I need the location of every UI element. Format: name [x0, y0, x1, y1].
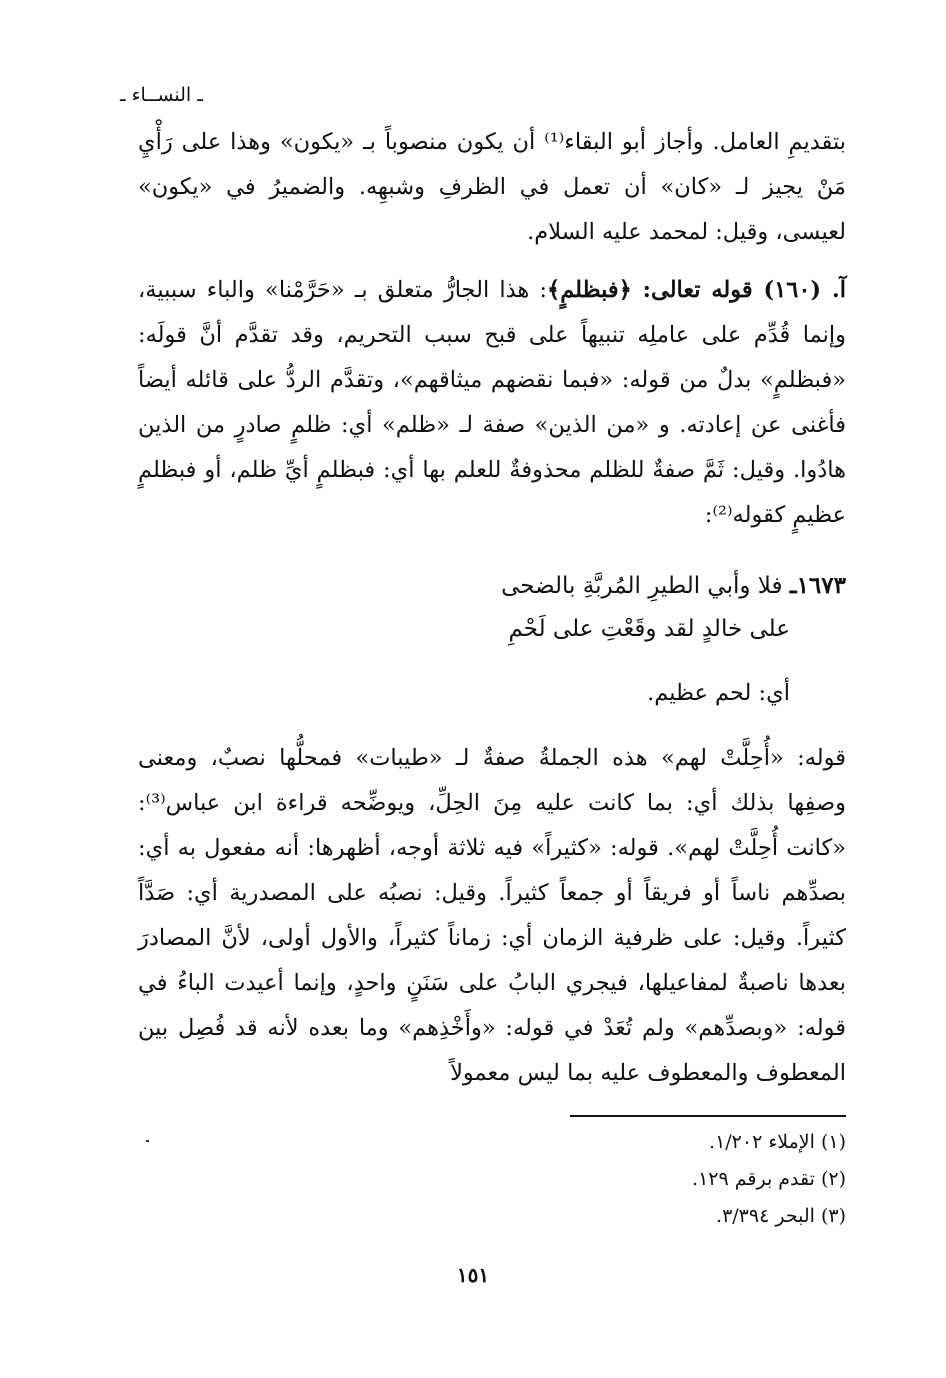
- verse-reference: آ. (١٦٠) قوله تعالى: ﴿فبظلمٍ﴾: [547, 277, 846, 303]
- running-header: ـ النســاء ـ: [120, 84, 203, 106]
- paragraph-2-text: : هذا الجارُّ متعلق بـ «حَرَّمْنا» والباء سببية، وإنما قُدِّم على عاملِه تنبيهاً على قبح سبب التحريم، وقد تقدَّم أنَّ قولَه: «فبظلمٍ» بدلٌ من قوله: «فبما نقضهم ميثاقهم»، وتقدَّم الردُّ على قائله أيضاً فأغنى عن إعادته. و «من الذين» صفة لـ «ظلم» أي: ظلمٍ صادرٍ من الذين هادُوا. وقيل: ثَمَّ صفةٌ للظلم محذوفةٌ للعلم بها أي: فبظلمٍ أيِّ ظلم، أو فبظلمٍ عظيمٍ كقوله⁽²⁾:: [138, 277, 846, 528]
- page-number: ١٥١: [456, 1263, 490, 1287]
- footnote-2: (٢) تقدم برقم ١٢٩.: [692, 1168, 846, 1190]
- footnotes: [500, 1124, 846, 1235]
- verse-number: ١٦٧٣ـ: [789, 572, 846, 599]
- paragraph-1: بتقديمِ العامل. وأجاز أبو البقاء⁽¹⁾ أن يكون منصوباً بـ «يكون» وهذا على رَأْيِ مَنْ يجيز لـ «كان» أن تعمل في الظرفِ وشبهِه. والضميرُ في «يكون» لعيسى، وقيل: لمحمد عليه السلام.: [138, 129, 846, 245]
- footnote-separator: [570, 1115, 846, 1117]
- paragraph-3: قوله: «أُحِلَّتْ لهم» هذه الجملةُ صفةٌ لـ «طيبات» فمحلُّها نصبٌ، ومعنى وصفِها بذلك أي: بما كانت عليه مِنَ الحِلِّ، ويوضِّحه قراءة ابن عباس⁽³⁾: «كانت أُحِلَّتْ لهم». قوله: «كثيراً» فيه ثلاثة أوجه، أظهرها: أنه مفعول به أي: بصدِّهم ناساً أو فريقاً أو جمعاً كثيراً. وقيل: نصبُه على المصدرية أي: صَدَّاً كثيراً. وقيل: على ظرفية الزمان أي: زماناً كثيراً، والأول أولى، لأنَّ المصادرَ بعدها ناصبةٌ لمفاعيلها، فيجري البابُ على سَنَنٍ واحدٍ، وإنما أعيدت الباءُ في قوله: «وبصدِّهم» ولم تُعَدْ في قوله: «وأَخْذِهم» وما بعده لأنه قد فُصِل بين المعطوف والمعطوف عليه بما ليس معمولاً: [138, 745, 846, 1086]
- footnote-1: (١) الإملاء ١/٢٠٢.: [709, 1131, 846, 1153]
- verse-meaning: أي: لحم عظيم.: [647, 680, 790, 706]
- footnote-3: (٣) البحر ٣/٣٩٤.: [716, 1205, 846, 1227]
- verse-hemistich-1: فلا وأبي الطيرِ المُربَّةِ بالضحى: [501, 573, 783, 599]
- scan-speck: [146, 1140, 149, 1142]
- paragraph-2: [138, 268, 846, 538]
- verse-hemistich-2: على خالدٍ لقد وقَعْتِ على لَحْمِ: [508, 616, 790, 642]
- poetry-verse-line-1: [300, 572, 846, 599]
